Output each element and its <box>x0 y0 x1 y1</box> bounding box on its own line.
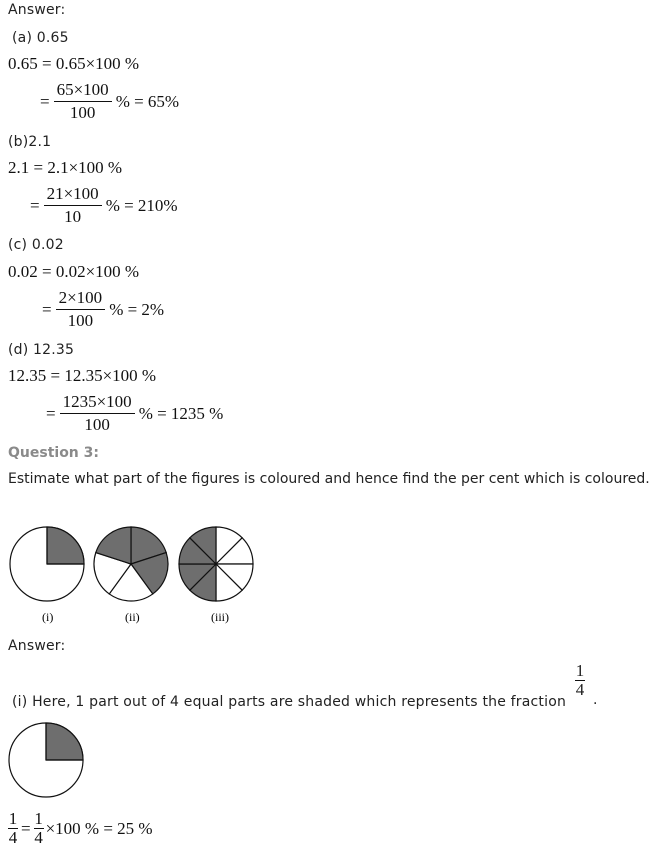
question-heading: Question 3: <box>8 445 99 461</box>
part-d-line1: 12.35 = 12.35×100 % <box>8 366 157 385</box>
fraction <box>54 80 112 123</box>
equals-sign: = <box>42 299 52 319</box>
denominator: 100 <box>67 311 94 330</box>
denominator: 4 <box>8 828 18 847</box>
numerator: 1 <box>8 809 18 828</box>
fraction <box>56 288 106 331</box>
part-b-label: (b)2.1 <box>8 134 52 150</box>
equals-sign: = <box>21 818 31 838</box>
part-a-label: (a) 0.65 <box>12 30 69 46</box>
denominator: 4 <box>575 680 585 699</box>
part-c-fraction <box>42 288 164 331</box>
part-a-line1: 0.65 = 0.65×100 % <box>8 54 140 73</box>
equals-sign: = <box>30 195 40 215</box>
part-d-fraction <box>46 392 223 435</box>
part-b-fraction <box>30 184 178 227</box>
numerator: 1 <box>575 661 585 680</box>
fraction-tail: % = 1235 % <box>138 403 224 423</box>
fraction <box>8 810 18 847</box>
equals-sign: = <box>40 91 50 111</box>
fraction <box>34 810 44 847</box>
fraction <box>44 184 102 227</box>
part-a-fraction <box>40 80 179 123</box>
part-d-label: (d) 12.35 <box>8 342 75 358</box>
numerator: 2×100 <box>56 288 106 310</box>
numerator: 65×100 <box>54 80 112 102</box>
answer-label: Answer: <box>8 638 66 654</box>
denominator: 100 <box>69 103 96 122</box>
equals-sign: = <box>46 403 56 423</box>
equation-tail: ×100 % = 25 % <box>45 818 153 838</box>
denominator: 4 <box>34 828 43 847</box>
final-equation <box>8 810 153 847</box>
fraction-tail: % = 65% <box>115 91 180 111</box>
numerator: 1 <box>34 809 43 828</box>
part-i-fraction <box>575 662 585 699</box>
numerator: 21×100 <box>44 184 102 206</box>
numerator: 1235×100 <box>60 392 135 414</box>
part-c-label: (c) 0.02 <box>8 237 64 253</box>
figure-caption-ii: (ii) <box>125 610 140 624</box>
denominator: 10 <box>64 207 82 226</box>
figure-caption-i: (i) <box>42 610 54 624</box>
fraction-tail: % = 210% <box>105 195 178 215</box>
question-text: Estimate what part of the figures is coloured and hence find the per cent which is coloured. <box>8 471 650 487</box>
fraction-tail: % = 2% <box>109 299 165 319</box>
figure-caption-iii: (iii) <box>211 610 229 624</box>
part-b-line1: 2.1 = 2.1×100 % <box>8 158 123 177</box>
denominator: 100 <box>84 415 110 434</box>
quarter-figure <box>0 718 100 802</box>
figure-i-quarter-circle <box>10 527 84 601</box>
part-i-text: (i) Here, 1 part out of 4 equal parts are shaded which represents the fraction <box>12 694 567 710</box>
fraction <box>60 392 135 435</box>
figure-ii-fifths-circle <box>94 527 168 601</box>
part-i-period: . <box>593 692 598 708</box>
answer-label: Answer: <box>8 2 66 18</box>
fraction <box>575 662 585 699</box>
pie-figures <box>0 520 270 630</box>
figure-iii-eighths-circle <box>179 527 253 601</box>
part-c-line1: 0.02 = 0.02×100 % <box>8 262 140 281</box>
